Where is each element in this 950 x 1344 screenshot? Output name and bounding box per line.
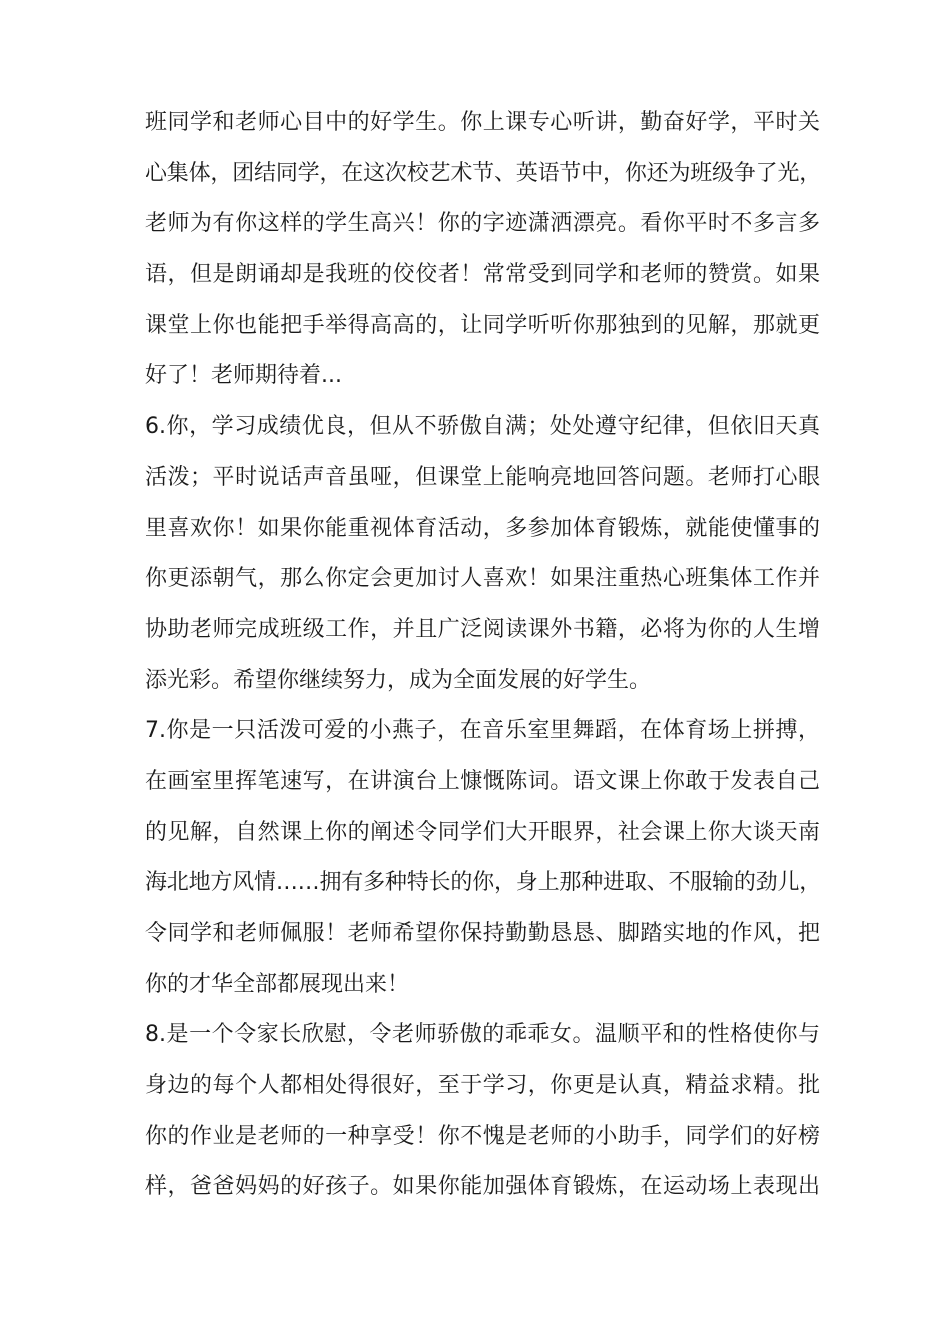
text-line: 你的作业是老师的一种享受！你不愧是老师的小助手，同学们的好榜 xyxy=(145,1123,820,1149)
text-line: 协助老师完成班级工作，并且广泛阅读课外书籍，必将为你的人生增 xyxy=(145,616,820,642)
text-line: 你更添朝气，那么你定会更加讨人喜欢！如果注重热心班集体工作并 xyxy=(145,566,820,592)
document-body-text xyxy=(145,98,820,1213)
text-line: 课堂上你也能把手举得高高的，让同学听听你那独到的见解，那就更 xyxy=(145,312,820,338)
text-line: 6.你，学习成绩优良，但从不骄傲自满；处处遵守纪律，但依旧天真 xyxy=(145,414,820,440)
text-line: 海北地方风情……拥有多种特长的你，身上那种进取、不服输的劲儿， xyxy=(145,870,822,896)
text-line: 里喜欢你！如果你能重视体育活动，多参加体育锻炼，就能使懂事的 xyxy=(145,515,820,541)
text-line: 7.你是一只活泼可爱的小燕子，在音乐室里舞蹈，在体育场上拼搏， xyxy=(145,718,820,744)
text-line: 的见解，自然课上你的阐述令同学们大开眼界，社会课上你大谈天南 xyxy=(145,819,820,845)
text-line: 老师为有你这样的学生高兴！你的字迹潇洒漂亮。看你平时不多言多 xyxy=(145,211,820,237)
text-line: 令同学和老师佩服！老师希望你保持勤勤恳恳、脚踏实地的作风，把 xyxy=(145,921,820,946)
text-line: 样，爸爸妈妈的好孩子。如果你能加强体育锻炼，在运动场上表现出 xyxy=(145,1174,820,1200)
text-line: 语，但是朗诵却是我班的佼佼者！常常受到同学和老师的赞赏。如果 xyxy=(145,262,820,288)
text-line: 活泼；平时说话声音虽哑，但课堂上能响亮地回答问题。老师打心眼 xyxy=(145,464,820,490)
text-line: 添光彩。希望你继续努力，成为全面发展的好学生。 xyxy=(145,667,652,693)
text-line: 心集体，团结同学，在这次校艺术节、英语节中，你还为班级争了光， xyxy=(145,160,822,186)
text-line: 身边的每个人都相处得很好，至于学习，你更是认真，精益求精。批 xyxy=(145,1073,820,1099)
text-line: 班同学和老师心目中的好学生。你上课专心听讲，勤奋好学，平时关 xyxy=(145,110,820,135)
text-line: 你的才华全部都展现出来！ xyxy=(145,971,410,997)
text-line: 好了！老师期待着... xyxy=(145,363,342,389)
text-line: 在画室里挥笔速写，在讲演台上慷慨陈词。语文课上你敢于发表自己 xyxy=(145,768,820,794)
text-line: 8.是一个令家长欣慰，令老师骄傲的乖乖女。温顺平和的性格使你与 xyxy=(145,1022,820,1048)
